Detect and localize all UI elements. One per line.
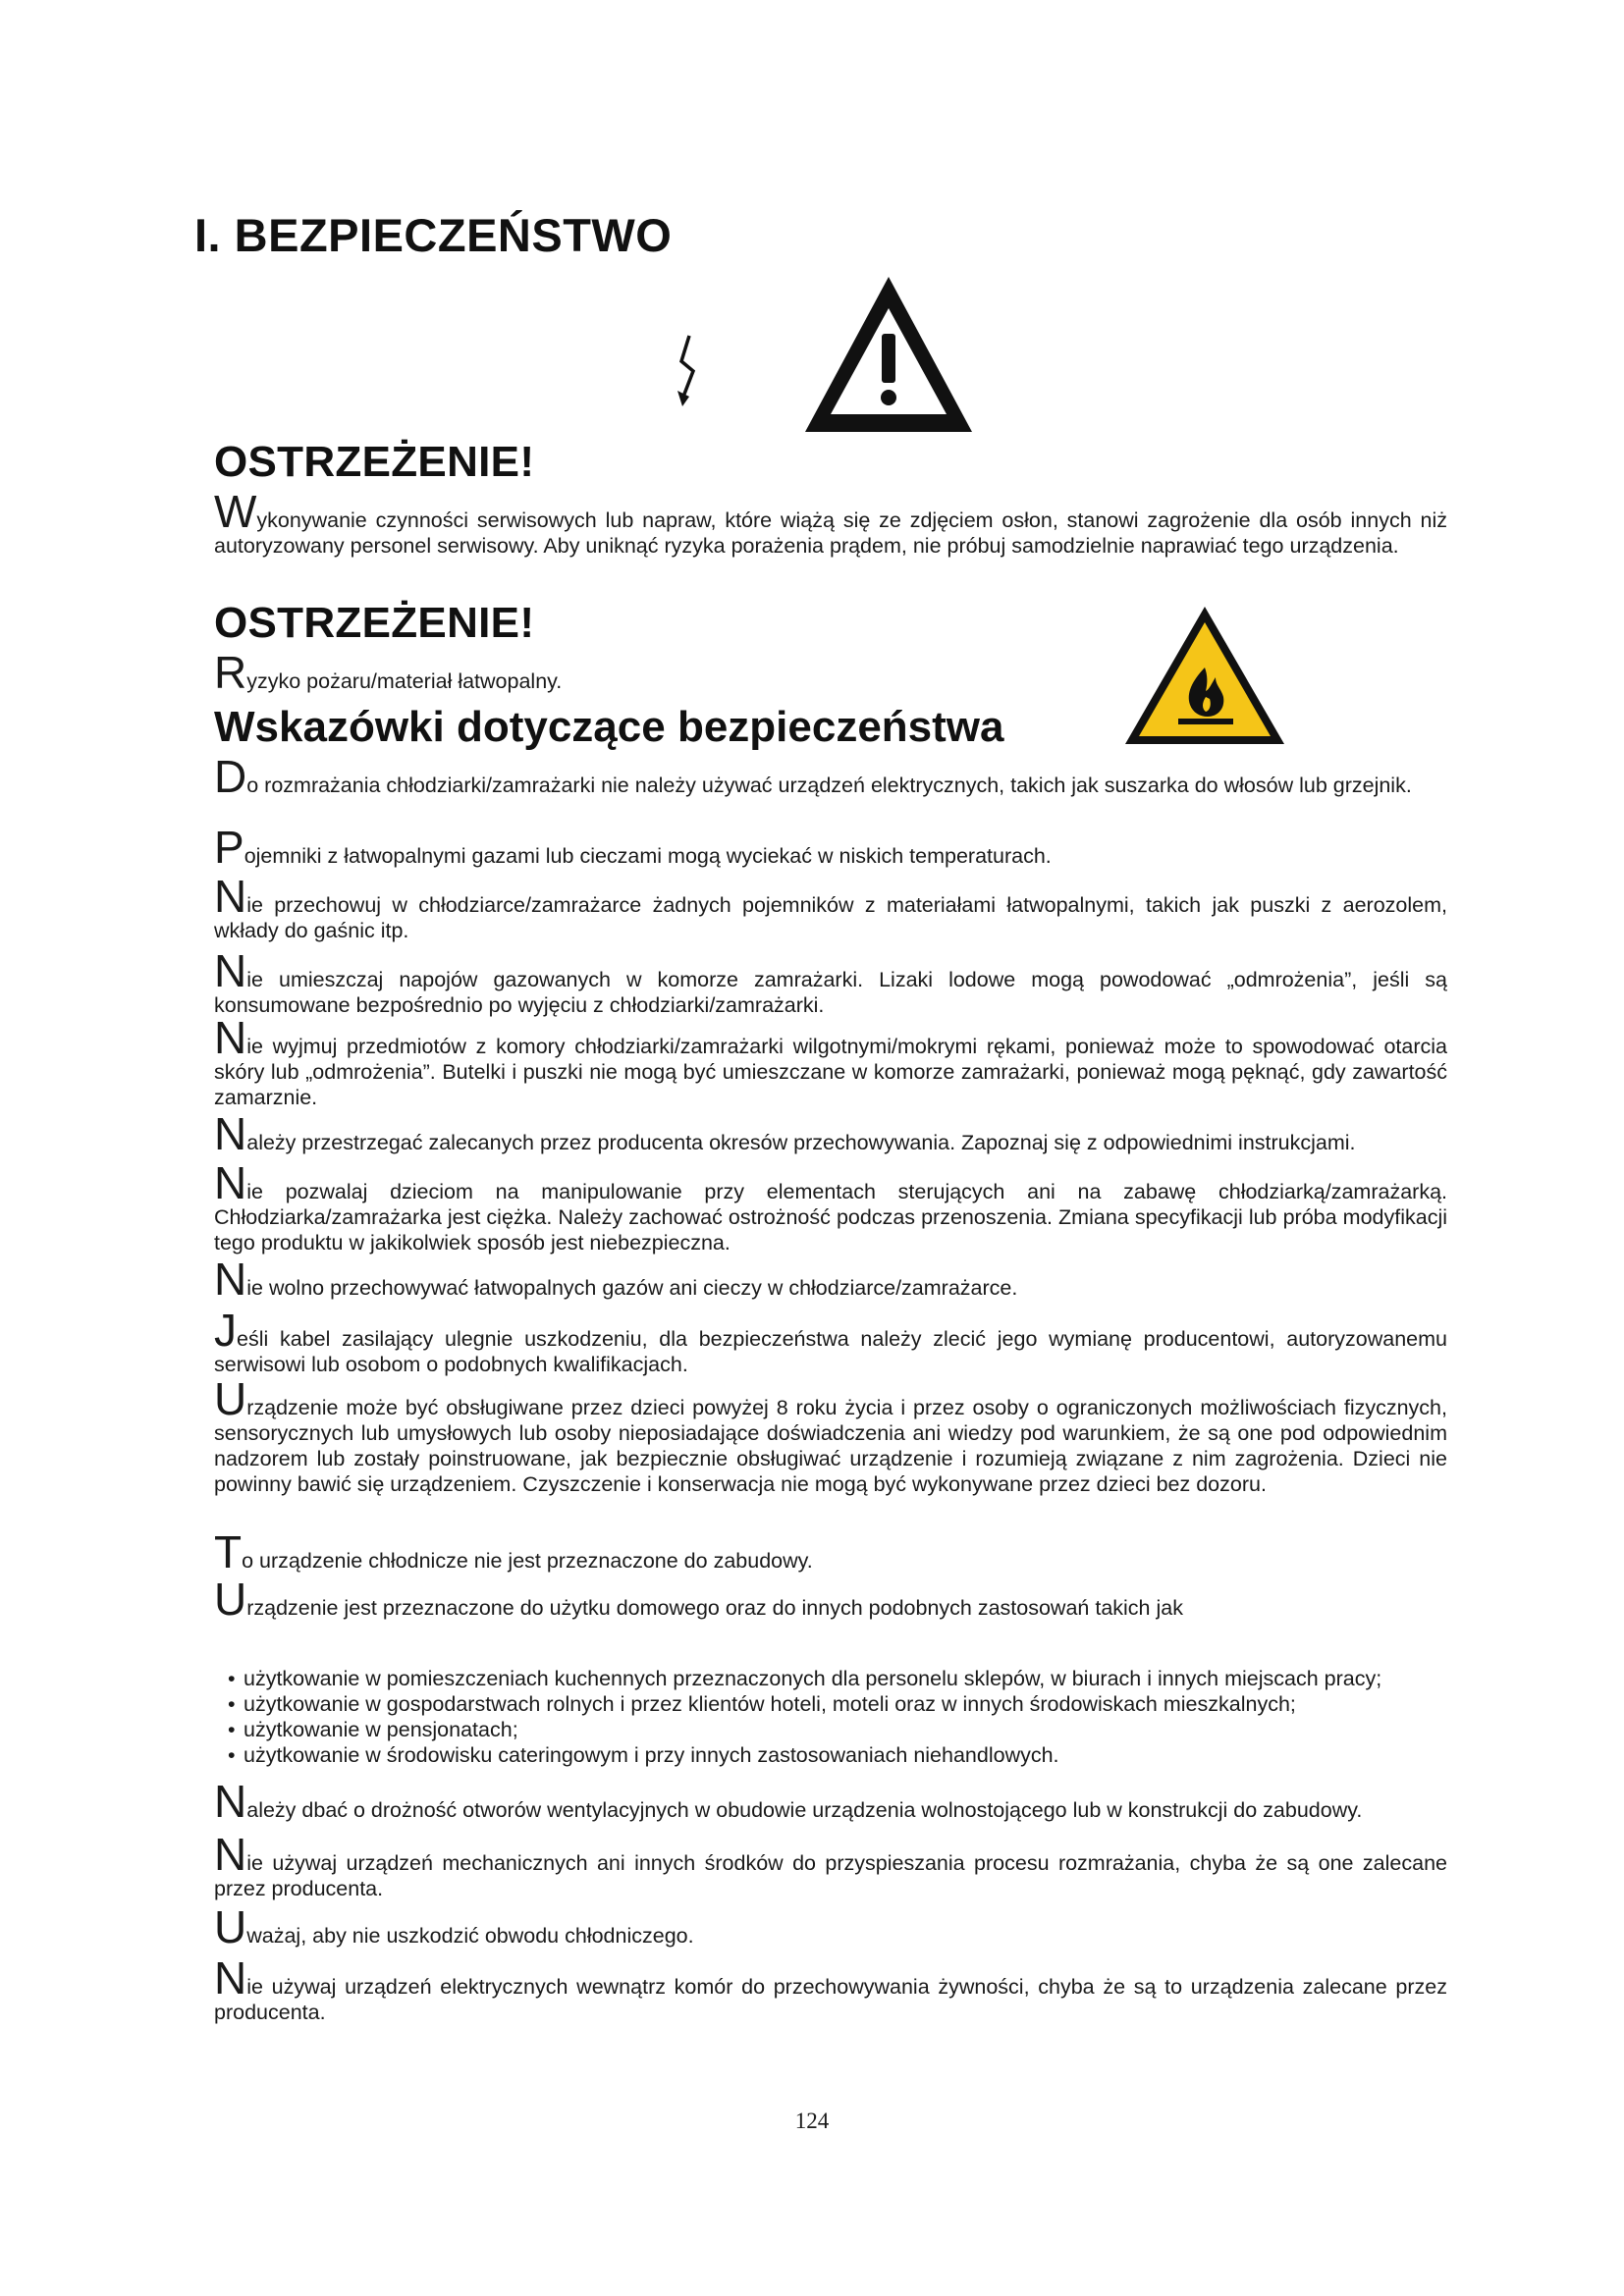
paragraph-text: ależy dbać o drożność otworów wentylacyjnych w obudowie urządzenia wolnostojącego lub w konstrukcji do zabudowy.	[246, 1798, 1363, 1822]
safety-tips-heading: Wskazówki dotyczące bezpieczeństwa	[214, 703, 1004, 751]
drop-initial: N	[214, 871, 247, 922]
tip-paragraph	[214, 822, 1447, 873]
paragraph-text: eśli kabel zasilający ulegnie uszkodzeniu, dla bezpieczeństwa należy zlecić jego wymianę producentowi, autoryzowanemu serwisowi lub osobom o podobnych kwalifikacjach.	[214, 1327, 1447, 1376]
drop-initial: N	[214, 1108, 247, 1159]
tip-paragraph	[214, 871, 1447, 943]
tip-paragraph	[214, 945, 1447, 1018]
paragraph-text: ojemniki z łatwopalnymi gazami lub cieczami mogą wyciekać w niskich temperaturach.	[244, 844, 1052, 868]
tip-paragraph	[214, 1952, 1447, 2025]
paragraph-text: ależy przestrzegać zalecanych przez producenta okresów przechowywania. Zapoznaj się z odpowiednimi instrukcjami.	[246, 1131, 1356, 1154]
list-item: • użytkowanie w pomieszczeniach kuchennych przeznaczonych dla personelu sklepów, w biurach i innych miejscach pracy;	[228, 1666, 1381, 1691]
drop-initial: U	[214, 1901, 247, 1952]
drop-initial: N	[214, 945, 247, 996]
warning-triangle-icon	[801, 273, 976, 436]
tip-paragraph	[214, 1157, 1447, 1255]
warning-paragraph-1	[214, 486, 1447, 559]
drop-initial: N	[214, 1829, 247, 1880]
drop-initial: J	[214, 1305, 237, 1356]
drop-initial: W	[214, 486, 257, 537]
tip-paragraph	[214, 1526, 1447, 1577]
tip-paragraph	[214, 751, 1447, 802]
drop-initial: R	[214, 647, 247, 698]
paragraph-text: ie używaj urządzeń mechanicznych ani innych środków do przyspieszania procesu rozmrażania, chyba że są one zalecane przez producenta.	[214, 1851, 1447, 1900]
drop-initial: N	[214, 1254, 247, 1305]
drop-initial: D	[214, 751, 247, 802]
paragraph-text: ykonywanie czynności serwisowych lub napraw, które wiążą się ze zdjęciem osłon, stanowi zagrożenie dla osób innych niż autoryzowany personel serwisowy. Aby uniknąć ryzyka porażenia prądem, nie próbuj samodzielnie naprawiać tego urządzenia.	[214, 508, 1447, 558]
page-number: 124	[794, 2109, 830, 2133]
warning-heading-2: OSTRZEŻENIE!	[214, 599, 535, 647]
flammable-warning-icon	[1121, 603, 1288, 748]
usage-bullet-list	[228, 1666, 1381, 1768]
tip-paragraph	[214, 1901, 1447, 1952]
paragraph-text: ie używaj urządzeń elektrycznych wewnątrz komór do przechowywania żywności, chyba że są to urządzenia zalecane przez producenta.	[214, 1975, 1447, 2024]
paragraph-text: rządzenie może być obsługiwane przez dzieci powyżej 8 roku życia i przez osoby o ograniczonych możliwościach fizycznych, sensorycznych lub umysłowych lub osoby nieposiadające doświadczenia ani wiedzy pod warunkiem, że są one pod odpowiednim nadzorem lub zostały poinstruowane, jak bezpiecznie obsługiwać urządzenie i rozumieją związane z nim zagrożenia. Dzieci nie powinny bawić się urządzeniem. Czyszczenie i konserwacja nie mogą być wykonywane przez dzieci bez dozoru.	[214, 1396, 1447, 1496]
warning-heading-1: OSTRZEŻENIE!	[214, 438, 535, 486]
tip-paragraph	[214, 1776, 1447, 1827]
paragraph-text: yzyko pożaru/materiał łatwopalny.	[246, 669, 563, 693]
drop-initial: N	[214, 1157, 247, 1208]
paragraph-text: rządzenie jest przeznaczone do użytku domowego oraz do innych podobnych zastosowań takich jak	[246, 1596, 1183, 1620]
paragraph-text: o urządzenie chłodnicze nie jest przeznaczone do zabudowy.	[242, 1549, 813, 1573]
tip-paragraph	[214, 1012, 1447, 1110]
drop-initial: U	[214, 1373, 247, 1424]
tip-paragraph	[214, 1373, 1447, 1497]
paragraph-text: ie przechowuj w chłodziarce/zamrażarce żadnych pojemników z materiałami łatwopalnymi, takich jak puszki z aerozolem, wkłady do gaśnic itp.	[214, 893, 1447, 942]
drop-initial: P	[214, 822, 244, 873]
lightning-icon	[668, 332, 707, 410]
paragraph-text: ie pozwalaj dzieciom na manipulowanie przy elementach sterujących ani na zabawę chłodziarką/zamrażarką. Chłodziarka/zamrażarka jest ciężka. Należy zachować ostrożność podczas przenoszenia. Zmiana specyfikacji lub próba modyfikacji tego produktu w jakikolwiek sposób jest niebezpieczna.	[214, 1180, 1447, 1255]
paragraph-text: ważaj, aby nie uszkodzić obwodu chłodniczego.	[246, 1924, 694, 1948]
list-item: • użytkowanie w pensjonatach;	[228, 1717, 1381, 1742]
section-title: I. BEZPIECZEŃSTWO	[194, 209, 673, 261]
warning-paragraph-2	[214, 647, 1000, 698]
tip-paragraph	[214, 1305, 1447, 1377]
paragraph-text: ie wolno przechowywać łatwopalnych gazów ani cieczy w chłodziarce/zamrażarce.	[246, 1276, 1018, 1300]
drop-initial: N	[214, 1012, 247, 1063]
tip-paragraph	[214, 1829, 1447, 1901]
paragraph-text: ie wyjmuj przedmiotów z komory chłodziarki/zamrażarki wilgotnymi/mokrymi rękami, ponieważ może to spowodować otarcia skóry lub „odmrożenia”. Butelki i puszki nie mogą być umieszczane w komorze zamrażarki, ponieważ mogą pęknąć, gdy zawartość zamarznie.	[214, 1035, 1447, 1109]
drop-initial: N	[214, 1776, 247, 1827]
drop-initial: U	[214, 1574, 247, 1625]
drop-initial: T	[214, 1526, 243, 1577]
paragraph-text: o rozmrażania chłodziarki/zamrażarki nie należy używać urządzeń elektrycznych, takich jak suszarka do włosów lub grzejnik.	[246, 774, 1412, 797]
drop-initial: N	[214, 1952, 247, 2003]
paragraph-text: ie umieszczaj napojów gazowanych w komorze zamrażarki. Lizaki lodowe mogą powodować „odmrożenia”, jeśli są konsumowane bezpośrednio po wyjęciu z chłodziarki/zamrażarki.	[214, 968, 1447, 1017]
tip-paragraph	[214, 1574, 1447, 1625]
tip-paragraph	[214, 1254, 1447, 1305]
list-item: • użytkowanie w gospodarstwach rolnych i przez klientów hoteli, moteli oraz w innych środowiskach mieszkalnych;	[228, 1691, 1381, 1717]
list-item: • użytkowanie w środowisku cateringowym i przy innych zastosowaniach niehandlowych.	[228, 1742, 1381, 1768]
tip-paragraph	[214, 1108, 1447, 1159]
